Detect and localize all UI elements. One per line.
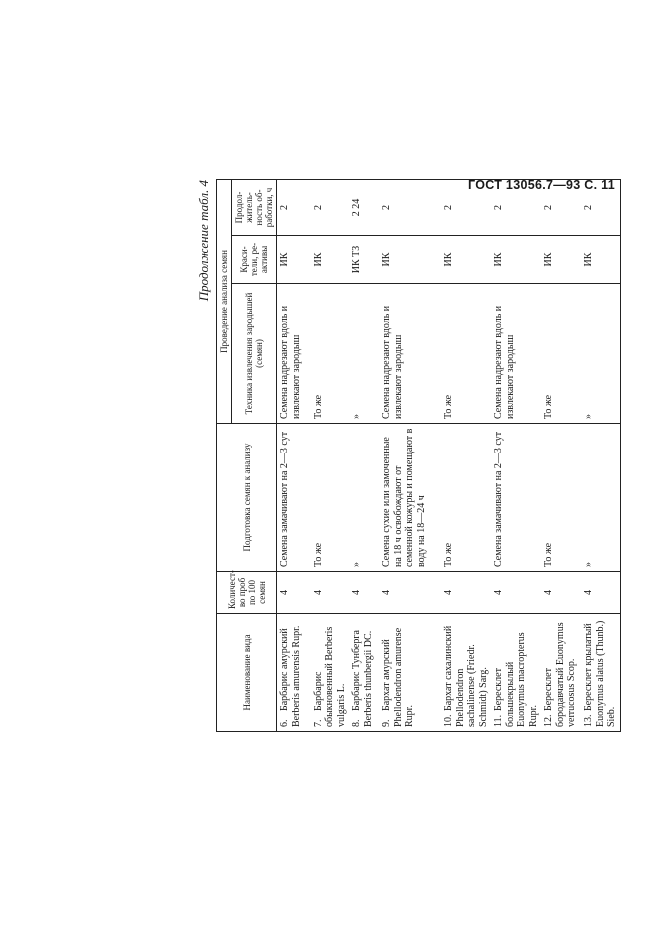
reagent-cell: ИК <box>541 236 581 284</box>
species-cell <box>441 614 491 732</box>
reagent-cell: ИК <box>581 236 620 284</box>
preparation-cell: Семена сухие или замоченные на 18 ч освобождают от семенной кожуры и помещают в воду на 18—24 ч <box>379 424 441 572</box>
preparation-cell: То же <box>541 424 581 572</box>
page-header: ГОСТ 13056.7—93 С. 11 <box>467 178 615 192</box>
extraction-technique-cell: » <box>581 284 620 424</box>
table-row <box>491 179 541 731</box>
sample-count-cell: 4 <box>379 572 441 614</box>
species-name: Бархат амурский Phellodendron amurense Rupr. <box>381 627 415 727</box>
sample-count-cell: 4 <box>581 572 620 614</box>
duration-cell: 2 <box>379 179 441 235</box>
species-name: Бересклет большекрылый Euonymus macropterus Rupr. <box>493 632 539 727</box>
species-name: Бархат сахалинский Phellodendron sachalinense (Friedr. Schmidt) Sarg. <box>443 625 489 727</box>
header-duration: Продол-житель-ность об-работки, ч <box>232 179 277 235</box>
species-name: Бересклет крылатый Euonymus alatus (Thunb.) Sieb. <box>583 620 617 727</box>
reagent-cell: ИК <box>441 236 491 284</box>
header-count: Количест-во проб по 100 семян <box>217 572 277 614</box>
header-name: Наименование вида <box>217 614 277 732</box>
species-cell <box>379 614 441 732</box>
seed-analysis-table <box>216 179 621 732</box>
table-body <box>277 179 621 731</box>
row-number: 10. <box>443 714 454 727</box>
extraction-technique-cell: Семена надрезают вдоль и извлекают зародыш <box>277 284 311 424</box>
table-row <box>311 179 350 731</box>
sample-count-cell: 4 <box>277 572 311 614</box>
species-name: Барбарис амурский Berberis amurensis Rupr. <box>279 625 302 727</box>
table-row <box>349 179 379 731</box>
species-name: Бересклет бородавчатый Euonymus verrucosus Scop. <box>543 622 577 727</box>
preparation-cell: То же <box>441 424 491 572</box>
species-cell <box>277 614 311 732</box>
duration-cell: 2 <box>541 179 581 235</box>
reagent-cell: ИК <box>311 236 350 284</box>
table-row <box>379 179 441 731</box>
duration-cell: 2 <box>491 179 541 235</box>
species-name: Барбарис Тунберга Berberis thunbergii DC. <box>351 630 374 727</box>
row-number: 7. <box>312 719 324 727</box>
duration-cell: 2 <box>441 179 491 235</box>
table-row <box>581 179 620 731</box>
species-cell <box>581 614 620 732</box>
sample-count-cell: 4 <box>541 572 581 614</box>
row-number: 8. <box>351 719 362 727</box>
row-number: 6. <box>279 719 290 727</box>
row-number: 13. <box>583 714 594 727</box>
table-caption: Продолжение табл. 4 <box>196 180 211 302</box>
species-cell <box>349 614 379 732</box>
duration-cell: 2 <box>277 179 311 235</box>
species-name: Барбарис обыкновенный Berberis vulgaris L. <box>312 626 347 727</box>
header-dye: Краси-тели, ре-активы <box>232 236 277 284</box>
extraction-technique-cell: » <box>349 284 379 424</box>
sample-count-cell: 4 <box>441 572 491 614</box>
reagent-cell: ИК <box>491 236 541 284</box>
row-number: 12. <box>543 714 554 727</box>
species-cell <box>541 614 581 732</box>
reagent-cell: ИК ТЗ <box>349 236 379 284</box>
extraction-technique-cell: Семена надрезают вдоль и извлекают зародыш <box>379 284 441 424</box>
duration-cell: 2 <box>581 179 620 235</box>
duration-cell: 2 <box>311 179 350 235</box>
row-number: 9. <box>381 719 392 727</box>
extraction-technique-cell: То же <box>441 284 491 424</box>
preparation-cell: Семена замачивают на 2—3 сут <box>491 424 541 572</box>
header-tech: Техника извлечения зародышей (семян) <box>232 284 277 424</box>
extraction-technique-cell: То же <box>541 284 581 424</box>
row-number: 11. <box>493 714 504 727</box>
preparation-cell: Семена замачивают на 2—3 сут <box>277 424 311 572</box>
header-group: Проведение анализа семян <box>217 179 232 423</box>
sample-count-cell: 4 <box>491 572 541 614</box>
table-row <box>541 179 581 731</box>
species-cell <box>311 614 350 732</box>
header-prep: Подготовка семян к анализу <box>217 424 277 572</box>
sample-count-cell: 4 <box>349 572 379 614</box>
reagent-cell: ИК <box>379 236 441 284</box>
species-cell <box>491 614 541 732</box>
extraction-technique-cell: Семена надрезают вдоль и извлекают зародыш <box>491 284 541 424</box>
table-row <box>441 179 491 731</box>
duration-cell: 2 24 <box>349 179 379 235</box>
extraction-technique-cell: То же <box>311 284 350 424</box>
reagent-cell: ИК <box>277 236 311 284</box>
sample-count-cell: 4 <box>311 572 350 614</box>
table-row <box>277 179 311 731</box>
preparation-cell: То же <box>311 424 350 572</box>
preparation-cell: » <box>581 424 620 572</box>
preparation-cell: » <box>349 424 379 572</box>
